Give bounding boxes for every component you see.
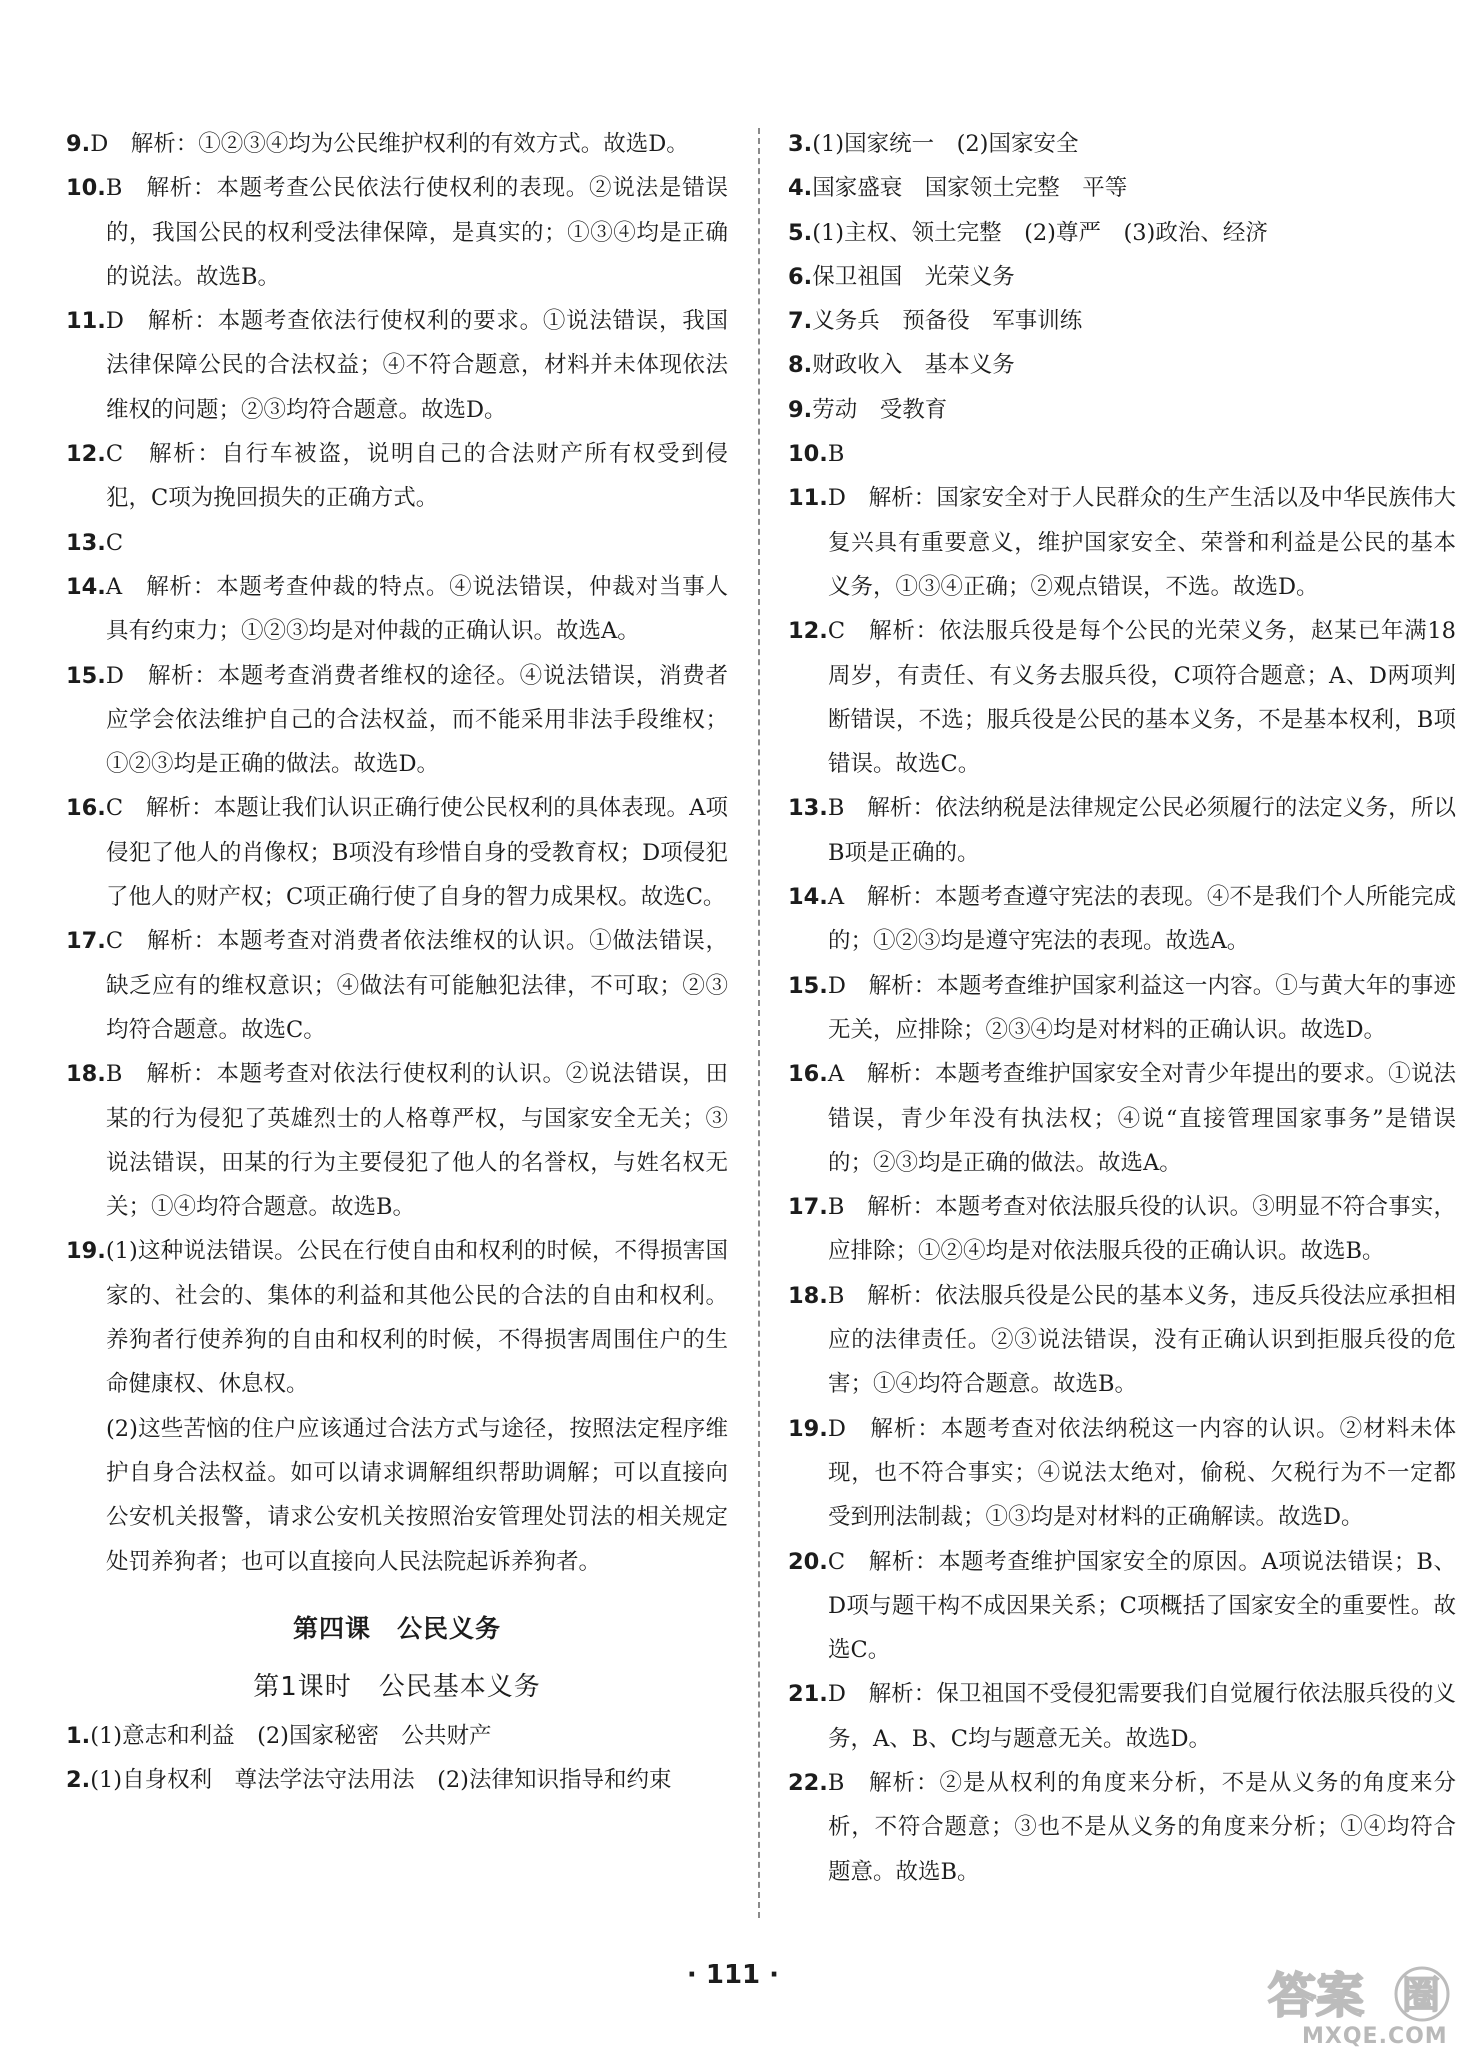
question-number: 13. (788, 795, 828, 822)
watermark-logo-icon (1262, 1962, 1458, 2024)
answer-item-right-19 (788, 1407, 1456, 1540)
question-number: 16. (66, 795, 106, 822)
answer-item-right-15 (788, 964, 1456, 1053)
answer-item-right-22 (788, 1761, 1456, 1894)
question-number: 8. (788, 352, 813, 379)
answer-item-9 (66, 122, 728, 166)
question-number: 14. (788, 884, 828, 911)
question-number: 15. (788, 972, 828, 999)
answer-list-section (66, 1714, 728, 1803)
answer-list-left (66, 122, 728, 1407)
question-number: 21. (788, 1681, 828, 1708)
answer-item-right-12 (788, 609, 1456, 786)
question-number: 9. (66, 131, 91, 157)
answer-text: C 解析：本题考查对消费者依法维权的认识。①做法错误，缺乏应有的维权意识；④做法有可能触犯法律，不可取；②③均符合题意。故选C。 (105, 928, 728, 1043)
answer-item-19 (66, 1229, 728, 1406)
answer-text: A 解析：本题考查遵守宪法的表现。④不是我们个人所能完成的；①②③均是遵守宪法的表现。故选A。 (827, 884, 1456, 955)
svg-text:圈: 圈 (1402, 1973, 1441, 2017)
answer-text: D 解析：本题考查依法行使权利的要求。①说法错误，我国法律保障公民的合法权益；④不符合题意，材料并未体现依法维权的问题；②③均符合题意。故选D。 (105, 308, 728, 423)
question-number: 5. (788, 219, 813, 246)
answer-text: B 解析：依法纳税是法律规定公民必须履行的法定义务，所以B项是正确的。 (827, 795, 1456, 866)
question-number: 11. (66, 308, 106, 335)
question-number: 16. (788, 1061, 828, 1088)
answer-item-13 (66, 521, 728, 565)
answer-text: D 解析：本题考查维护国家利益这一内容。①与黄大年的事迹无关，应排除；②③④均是对材料的正确认识。故选D。 (827, 972, 1456, 1043)
answer-item-15 (66, 654, 728, 787)
question-number: 12. (66, 441, 106, 468)
answer-text: D 解析：①②③④均为公民维护权利的有效方式。故选D。 (90, 131, 689, 157)
watermark-logo (1262, 1962, 1458, 2054)
right-column (788, 122, 1456, 1894)
answer-item-right-5 (788, 211, 1456, 255)
question-number: 1. (66, 1722, 91, 1749)
answer-item-14 (66, 565, 728, 654)
answer-text: B (827, 441, 845, 468)
answer-text: (1)国家统一 (2)国家安全 (812, 131, 1079, 157)
watermark-logo-text: 答案 (1268, 1968, 1365, 2024)
answer-text: 国家盛衰 国家领土完整 平等 (812, 175, 1128, 202)
question-number: 6. (788, 263, 813, 290)
question-number: 19. (66, 1238, 106, 1265)
answer-text: B 解析：本题考查对依法行使权利的认识。②说法错误，田某的行为侵犯了英雄烈士的人格尊严权，与国家安全无关；③说法错误，田某的行为主要侵犯了他人的名誉权，与姓名权无关；①④均符合题意。故选B。 (105, 1061, 728, 1221)
answer-text: 义务兵 预备役 军事训练 (812, 308, 1083, 335)
answer-text: 保卫祖国 光荣义务 (812, 263, 1015, 290)
question-number: 13. (66, 529, 106, 556)
answer-text: B 解析：②是从权利的角度来分析，不是从义务的角度来分析，不符合题意；③也不是从义务的角度来分析；①④均符合题意。故选B。 (827, 1769, 1456, 1885)
left-column (66, 122, 728, 1802)
answer-text: C 解析：本题考查维护国家安全的原因。A项说法错误；B、D项与题干构不成因果关系；C项概括了国家安全的重要性。故选C。 (827, 1548, 1456, 1664)
answer-item-10 (66, 166, 728, 299)
watermark-url: MXQE.COM (1302, 2024, 1448, 2049)
answer-item-right-3 (788, 122, 1456, 166)
answer-text: C (105, 529, 124, 556)
question-number: 4. (788, 175, 813, 202)
answer-text: B 解析：依法服兵役是公民的基本义务，违反兵役法应承担相应的法律责任。②③说法错误，没有正确认识到拒服兵役的危害；①④均符合题意。故选B。 (827, 1282, 1456, 1398)
answer-text: (1)意志和利益 (2)国家秘密 公共财产 (90, 1722, 492, 1749)
question-number: 2. (66, 1767, 91, 1794)
answer-text: C 解析：依法服兵役是每个公民的光荣义务，赵某已年满18周岁，有责任、有义务去服兵役，C项符合题意；A、D两项判断错误，不选；服兵役是公民的基本义务，不是基本权利，B项错误。故选C。 (827, 618, 1456, 778)
section-title: 第1课时 公民基本义务 (253, 1671, 541, 1702)
answer-text: D 解析：本题考查消费者维权的途径。④说法错误，消费者应学会依法维护自己的合法权益，而不能采用非法手段维权；①②③均是正确的做法。故选D。 (105, 662, 728, 778)
answer-text: D 解析：保卫祖国不受侵犯需要我们自觉履行依法服兵役的义务，A、B、C均与题意无关。故选D。 (827, 1681, 1456, 1752)
answer-text: A 解析：本题考查仲裁的特点。④说法错误，仲裁对当事人具有约束力；①②③均是对仲裁的正确认识。故选A。 (105, 573, 728, 645)
answer-item-11 (66, 299, 728, 432)
answer-item-right-7 (788, 299, 1456, 343)
answer-text: C 解析：自行车被盗，说明自己的合法财产所有权受到侵犯，C项为挽回损失的正确方式。 (105, 441, 728, 512)
answer-item-right-9 (788, 388, 1456, 432)
question-number: 20. (788, 1548, 828, 1575)
answer-item-right-17 (788, 1185, 1456, 1274)
answer-item-right-18 (788, 1274, 1456, 1407)
question-number: 15. (66, 662, 106, 689)
question-number: 19. (788, 1415, 828, 1442)
question-number: 12. (788, 618, 828, 645)
question-number: 10. (66, 175, 106, 202)
answer-item-right-10 (788, 432, 1456, 476)
section-answer-item-2 (66, 1758, 728, 1802)
answer-item-right-6 (788, 255, 1456, 299)
answer-text: A 解析：本题考查维护国家安全对青少年提出的要求。①说法错误，青少年没有执法权；④说“直接管理国家事务”是错误的；②③均是正确的做法。故选A。 (827, 1061, 1456, 1176)
answer-item-right-8 (788, 343, 1456, 387)
question-number: 10. (788, 441, 828, 468)
answer-text: (1)这种说法错误。公民在行使自由和权利的时候，不得损害国家的、社会的、集体的利益和其他公民的合法的自由和权利。养狗者行使养狗的自由和权利的时候，不得损害周围住户的生命健康权、休息权。 (105, 1238, 728, 1398)
question-number: 22. (788, 1769, 828, 1796)
answer-item-right-21 (788, 1672, 1456, 1761)
answer-text: C 解析：本题让我们认识正确行使公民权利的具体表现。A项侵犯了他人的肖像权；B项没有珍惜自身的受教育权；D项侵犯了他人的财产权；C项正确行使了自身的智力成果权。故选C。 (105, 795, 728, 911)
question-number: 17. (66, 928, 106, 955)
answer-item-right-16 (788, 1052, 1456, 1185)
answer-item-right-4 (788, 166, 1456, 210)
answer-item-right-14 (788, 875, 1456, 964)
answer-text: B 解析：本题考查公民依法行使权利的表现。②说法是错误的，我国公民的权利受法律保障，是真实的；①③④均是正确的说法。故选B。 (105, 175, 728, 290)
answer-text: B 解析：本题考查对依法服兵役的认识。③明显不符合事实，应排除；①②④均是对依法服兵役的正确认识。故选B。 (827, 1194, 1456, 1265)
answer-text: 劳动 受教育 (812, 396, 948, 423)
question-number: 18. (66, 1061, 106, 1088)
answer-item-right-20 (788, 1540, 1456, 1673)
page-number: · 111 · (686, 1960, 780, 1990)
answer-item-18 (66, 1052, 728, 1229)
answer-text: 财政收入 基本义务 (812, 352, 1015, 379)
answer-text: (1)自身权利 尊法学法守法用法 (2)法律知识指导和约束 (90, 1767, 672, 1794)
answer-item-right-13 (788, 786, 1456, 875)
answer-19-part2: (2)这些苦恼的住户应该通过合法方式与途径，按照法定程序维护自身合法权益。如可以请求调解组织帮助调解；可以直接向公安机关报警，请求公安机关按照治安管理处罚法的相关规定处罚养狗者；也可以直接向人民法院起诉养狗者。 (106, 1415, 728, 1575)
column-divider (758, 128, 760, 1918)
question-number: 3. (788, 131, 813, 157)
lesson-title: 第四课 公民义务 (292, 1613, 501, 1643)
question-number: 11. (788, 485, 828, 512)
answer-item-right-11 (788, 476, 1456, 609)
answer-text: (1)主权、领土完整 (2)尊严 (3)政治、经济 (812, 219, 1268, 246)
answer-item-12 (66, 432, 728, 521)
answer-item-17 (66, 919, 728, 1052)
question-number: 14. (66, 573, 106, 600)
answer-item-16 (66, 786, 728, 919)
question-number: 9. (788, 396, 813, 423)
answer-text: D 解析：国家安全对于人民群众的生产生活以及中华民族伟大复兴具有重要意义，维护国家安全、荣誉和利益是公民的基本义务，①③④正确；②观点错误，不选。故选D。 (827, 485, 1456, 600)
answer-text: D 解析：本题考查对依法纳税这一内容的认识。②材料未体现，也不符合事实；④说法太绝对，偷税、欠税行为不一定都受到刑法制裁；①③均是对材料的正确解读。故选D。 (827, 1415, 1456, 1531)
question-number: 18. (788, 1282, 828, 1309)
section-answer-item-1 (66, 1714, 728, 1758)
answer-list-right (788, 122, 1456, 1894)
question-number: 17. (788, 1194, 828, 1221)
question-number: 7. (788, 308, 813, 335)
